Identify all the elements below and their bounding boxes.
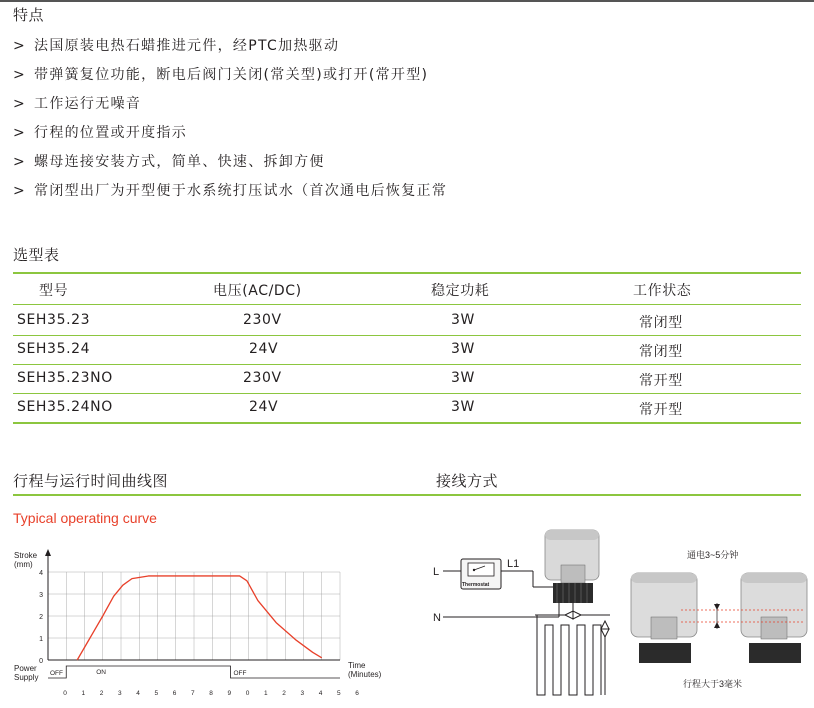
table-row (13, 335, 801, 364)
cell-state: 常闭型 (639, 344, 683, 360)
y-axis-label-unit: (mm) (14, 560, 33, 569)
feature-item: > 常闭型出厂为开型便于水系统打压试水（首次通电后恢复正常 (13, 183, 448, 199)
actuator-icon (545, 530, 599, 603)
feature-item: > 法国原装电热石蜡推进元件，经PTC加热驱动 (13, 38, 340, 54)
cell-state: 常开型 (639, 373, 683, 389)
header-power: 稳定功耗 (431, 283, 490, 299)
cell-power: 3W (451, 312, 475, 328)
cell-model: SEH35.24NO (17, 399, 113, 415)
cell-voltage: 24V (249, 341, 279, 357)
y-axis-arrow (45, 549, 51, 556)
x-tick-label: 7 (190, 690, 195, 697)
feature-item: > 螺母连接安装方式，简单、快速、拆卸方便 (13, 154, 325, 170)
cell-power: 3W (451, 370, 475, 386)
x-tick-label: 2 (99, 690, 104, 697)
x-tick-label: 1 (81, 690, 86, 697)
x-tick-label: 4 (136, 690, 140, 697)
x-tick-label: 5 (154, 690, 159, 697)
chevron-right-icon: > (13, 96, 27, 112)
x-tick-label: 1 (263, 690, 268, 697)
chevron-right-icon: > (13, 125, 27, 141)
cell-power: 3W (451, 341, 475, 357)
power-supply-label-2: Supply (14, 673, 39, 682)
section-rule (13, 494, 801, 496)
x-tick-label: 4 (318, 690, 323, 697)
power-supply-label: Power (14, 664, 37, 673)
stroke-note: 行程大于3毫米 (683, 679, 743, 689)
x-tick-label: 6 (172, 690, 177, 697)
chevron-right-icon: > (13, 67, 27, 83)
wiring-title: 接线方式 (436, 472, 499, 490)
power-state-label: OFF (50, 670, 63, 677)
cell-state: 常闭型 (639, 315, 683, 331)
x-tick-label: 9 (227, 690, 232, 697)
wiring-label-L1: L1 (507, 558, 520, 570)
x-tick-label: 8 (209, 690, 213, 697)
y-tick-label: 0 (39, 658, 43, 665)
x-tick-label: 3 (117, 690, 122, 697)
chevron-right-icon: > (13, 154, 27, 170)
x-tick-label: 6 (355, 690, 359, 697)
table-row (13, 393, 801, 422)
features-title: 特点 (13, 6, 45, 24)
actuator-closed-icon (631, 573, 697, 663)
power-state-label: ON (96, 669, 106, 676)
y-tick-label: 1 (39, 636, 43, 643)
top-rule (0, 0, 814, 2)
table-title: 选型表 (13, 246, 60, 264)
x-axis-label: Time (348, 661, 366, 670)
table-header-row (13, 272, 801, 304)
header-state: 工作状态 (633, 283, 692, 299)
y-tick-label: 2 (39, 614, 43, 621)
power-state-label: OFF (233, 670, 247, 677)
cell-power: 3W (451, 399, 475, 415)
cell-state: 常开型 (639, 402, 683, 418)
table-bottom-rule (13, 422, 801, 424)
chevron-right-icon: > (13, 183, 27, 199)
wiring-label-L: L (433, 566, 440, 578)
power-duration-note: 通电3~5分钟 (687, 550, 739, 560)
feature-item: > 行程的位置或开度指示 (13, 125, 188, 141)
power-supply-line (48, 666, 340, 678)
x-tick-label: 2 (282, 690, 286, 697)
feature-item: > 工作运行无噪音 (13, 96, 142, 112)
thermostat-icon (461, 559, 501, 589)
cell-model: SEH35.23NO (17, 370, 113, 386)
cell-voltage: 230V (243, 370, 282, 386)
x-tick-label: 0 (245, 690, 250, 697)
x-axis-label-unit: (Minutes) (348, 670, 382, 679)
wiring-label-N: N (433, 612, 441, 624)
row-divider (13, 304, 801, 305)
cell-voltage: 24V (249, 399, 279, 415)
header-model: 型号 (39, 283, 69, 299)
x-tick-label: 5 (336, 690, 341, 697)
header-voltage: 电压(AC/DC) (213, 283, 302, 299)
cell-model: SEH35.24 (17, 341, 91, 357)
table-row (13, 364, 801, 393)
y-tick-label: 3 (39, 592, 43, 599)
cell-voltage: 230V (243, 312, 282, 328)
x-tick-label: 0 (63, 690, 67, 697)
table-row (13, 306, 801, 335)
curve-title: 行程与运行时间曲线图 (13, 472, 169, 490)
chevron-right-icon: > (13, 38, 27, 54)
wiring-diagram (425, 525, 810, 705)
operating-curve-chart (0, 540, 400, 705)
y-tick-label: 4 (39, 570, 43, 577)
x-tick-label: 3 (300, 690, 305, 697)
y-axis-label: Stroke (14, 551, 38, 560)
curve-subtitle: Typical operating curve (13, 510, 157, 526)
cell-model: SEH35.23 (17, 312, 91, 328)
actuator-open-icon (741, 573, 807, 663)
thermostat-label: Thermostat (462, 582, 490, 588)
feature-item: > 带弹簧复位功能，断电后阀门关闭(常关型)或打开(常开型) (13, 67, 429, 83)
